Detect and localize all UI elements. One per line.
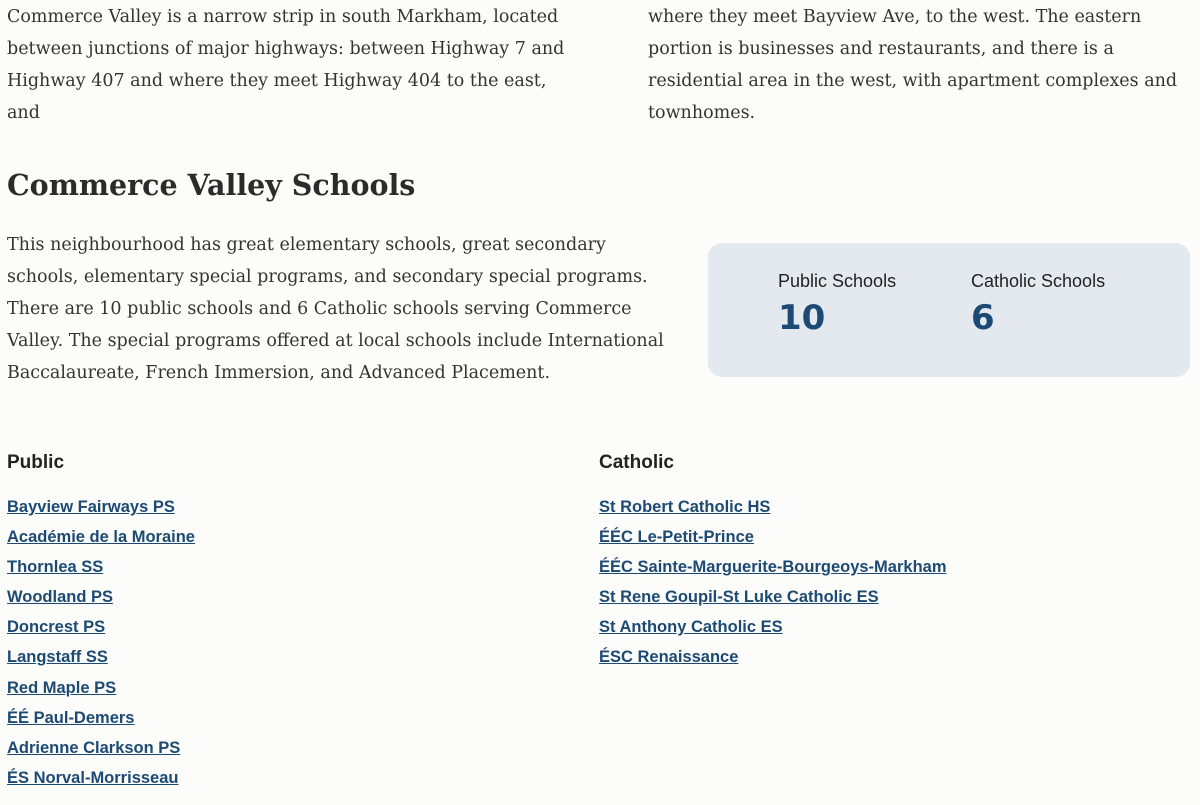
school-link-red-maple-ps[interactable]: Red Maple PS [7, 678, 117, 697]
school-link-doncrest-ps[interactable]: Doncrest PS [7, 618, 106, 637]
list-item [7, 739, 195, 769]
school-link-st-robert-catholic-hs[interactable]: St Robert Catholic HS [599, 498, 771, 516]
public-schools-column [7, 452, 195, 799]
list-item [599, 588, 947, 618]
list-item [7, 648, 195, 678]
school-link-woodland-ps[interactable]: Woodland PS [7, 588, 114, 607]
list-item [599, 528, 947, 558]
school-link-eec-sainte-marguerite-bourgeoys-markham[interactable]: ÉÉC Sainte-Marguerite-Bourgeoys-Markham [599, 558, 947, 577]
intro-paragraph-right: where they meet Bayview Ave, to the west. The eastern portion is businesses and restaurants, and there is a residential area in the west, with apartment complexes and townhomes. [648, 7, 1178, 123]
list-item [7, 769, 195, 799]
catholic-school-list [599, 498, 947, 679]
catholic-list-heading: Catholic [599, 452, 674, 473]
list-item [599, 498, 947, 528]
public-schools-stat [778, 271, 896, 340]
catholic-schools-stat [971, 271, 1105, 340]
schools-section-title: Commerce Valley Schools [7, 168, 416, 202]
school-stats-box [708, 243, 1190, 377]
school-link-eec-le-petit-prince[interactable]: ÉÉC Le-Petit-Prince [599, 528, 754, 547]
school-link-langstaff-ss[interactable]: Langstaff SS [7, 648, 108, 667]
list-item [7, 588, 195, 618]
intro-paragraph-left: Commerce Valley is a narrow strip in south Markham, located between junctions of major highways: between Highway 7 and Highway 407 and where they meet Highway 404 to the east, and [7, 7, 565, 123]
public-schools-count: 10 [778, 298, 826, 338]
catholic-schools-count: 6 [971, 298, 995, 338]
catholic-schools-label: Catholic Schools [971, 271, 1106, 291]
school-link-st-rene-goupil-st-luke-catholic-es[interactable]: St Rene Goupil-St Luke Catholic ES [599, 588, 879, 607]
list-item [7, 558, 195, 588]
public-list-heading: Public [7, 452, 65, 473]
list-item [7, 498, 195, 528]
school-link-es-norval-morrisseau[interactable]: ÉS Norval-Morrisseau [7, 768, 179, 787]
school-link-st-anthony-catholic-es[interactable]: St Anthony Catholic ES [599, 618, 783, 637]
list-item [599, 648, 947, 678]
catholic-schools-column [599, 452, 947, 679]
schools-description: This neighbourhood has great elementary schools, great secondary schools, elementary special programs, and secondary special programs. There are 10 public schools and 6 Catholic schools serving Commerce Valley. The special programs offered at local schools include International Baccalaureate, French Immersion, and Advanced Placement. [7, 235, 664, 383]
school-link-adrienne-clarkson-ps[interactable]: Adrienne Clarkson PS [7, 738, 181, 757]
list-item [599, 558, 947, 588]
public-school-list [7, 498, 195, 799]
list-item [7, 679, 195, 709]
list-item [7, 528, 195, 558]
list-item [7, 618, 195, 648]
school-link-esc-renaissance[interactable]: ÉSC Renaissance [599, 648, 739, 667]
list-item [599, 618, 947, 648]
school-link-thornlea-ss[interactable]: Thornlea SS [7, 558, 104, 577]
school-link-bayview-fairways-ps[interactable]: Bayview Fairways PS [7, 498, 175, 516]
school-link-academie-de-la-moraine[interactable]: Académie de la Moraine [7, 528, 195, 547]
public-schools-label: Public Schools [778, 271, 897, 291]
list-item [7, 709, 195, 739]
school-link-ee-paul-demers[interactable]: ÉÉ Paul-Demers [7, 708, 135, 727]
